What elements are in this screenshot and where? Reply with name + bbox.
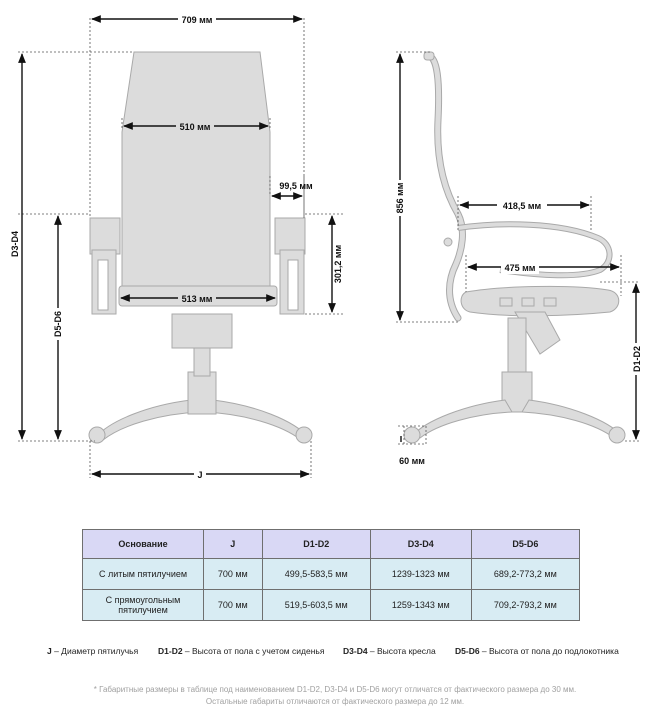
front-mechanism xyxy=(172,314,232,348)
legend-item xyxy=(47,646,138,656)
dimensions-table xyxy=(82,529,580,621)
table-header: Основание xyxy=(83,530,204,559)
front-armrest-left-pad xyxy=(90,218,120,254)
legend-text: – Диаметр пятилучья xyxy=(51,646,139,656)
seat-height-code-label: D1-D2 xyxy=(632,345,642,373)
legend-item xyxy=(158,646,324,656)
table-cell: 700 мм xyxy=(204,590,263,621)
table-header: D3-D4 xyxy=(370,530,471,559)
table-cell: 1259-1343 мм xyxy=(370,590,471,621)
table-cell: 700 мм xyxy=(204,559,263,590)
seat-depth-label: 475 мм xyxy=(504,263,536,273)
table-cell: 499,5-583,5 мм xyxy=(262,559,370,590)
arm-height-code-label: D5-D6 xyxy=(53,310,63,338)
front-gas-lift xyxy=(194,348,210,376)
footnote-line: * Габаритные размеры в таблице под наименованием D1-D2, D3-D4 и D5-D6 могут отличатся от фактического размера до 30 мм. xyxy=(93,685,577,694)
legend-text: – Высота кресла xyxy=(367,646,436,656)
side-headrest-top xyxy=(424,52,434,60)
height-code-label: D3-D4 xyxy=(10,230,20,258)
seat-depth-upper-label: 418,5 мм xyxy=(502,201,542,211)
table-header: D5-D6 xyxy=(471,530,579,559)
legend-text: – Высота от пола с учетом сиденья xyxy=(182,646,325,656)
side-view xyxy=(393,52,643,466)
legend-item xyxy=(343,646,436,656)
legend-key: D5-D6 xyxy=(455,646,480,656)
front-base xyxy=(95,400,199,440)
table-row xyxy=(83,559,580,590)
armrest-width-label: 99,5 мм xyxy=(279,181,313,191)
table-header: J xyxy=(204,530,263,559)
footnote-line: Остальные габариты отличаются от фактического размера до 12 мм. xyxy=(205,697,465,706)
table-cell: С литым пятилучием xyxy=(83,559,204,590)
footnote xyxy=(0,684,670,708)
armrest-height-label: 301,2 мм xyxy=(333,244,343,284)
front-backrest xyxy=(122,52,270,288)
table-header-row xyxy=(83,530,580,559)
base-code-label: J xyxy=(197,470,203,480)
side-seat xyxy=(461,286,619,315)
side-base-right xyxy=(522,400,622,438)
table-cell: С прямоугольным пятилучием xyxy=(83,590,204,621)
table-cell: 519,5-603,5 мм xyxy=(262,590,370,621)
table-cell: 709,2-793,2 мм xyxy=(471,590,579,621)
front-gas-lift-cover xyxy=(188,372,216,414)
side-frame xyxy=(429,56,462,318)
seat-width-label: 513 мм xyxy=(181,294,213,304)
side-gas-lift xyxy=(508,318,526,376)
side-base-left xyxy=(412,400,512,438)
legend-item xyxy=(455,646,619,656)
table-cell: 1239-1323 мм xyxy=(370,559,471,590)
front-armrest-right-slot xyxy=(288,260,298,310)
legend-text: – Высота от пола до подлокотника xyxy=(479,646,619,656)
side-caster-left xyxy=(404,427,420,443)
legend-key: D3-D4 xyxy=(343,646,368,656)
table-header: D1-D2 xyxy=(262,530,370,559)
front-base-right xyxy=(205,400,309,440)
table-cell: 689,2-773,2 мм xyxy=(471,559,579,590)
backrest-width-label: 510 мм xyxy=(179,122,211,132)
legend-key: J xyxy=(47,646,52,656)
legend-key: D1-D2 xyxy=(158,646,183,656)
overall-width-label: 709 мм xyxy=(181,15,213,25)
side-caster-right xyxy=(609,427,625,443)
front-armrest-left-slot xyxy=(98,260,108,310)
side-knob xyxy=(444,238,452,246)
front-view xyxy=(10,12,345,481)
front-armrest-right-pad xyxy=(275,218,305,254)
caster-size-label: 60 мм xyxy=(399,456,425,466)
table-row xyxy=(83,590,580,621)
front-caster-right xyxy=(296,427,312,443)
back-height-label: 856 мм xyxy=(395,182,405,214)
